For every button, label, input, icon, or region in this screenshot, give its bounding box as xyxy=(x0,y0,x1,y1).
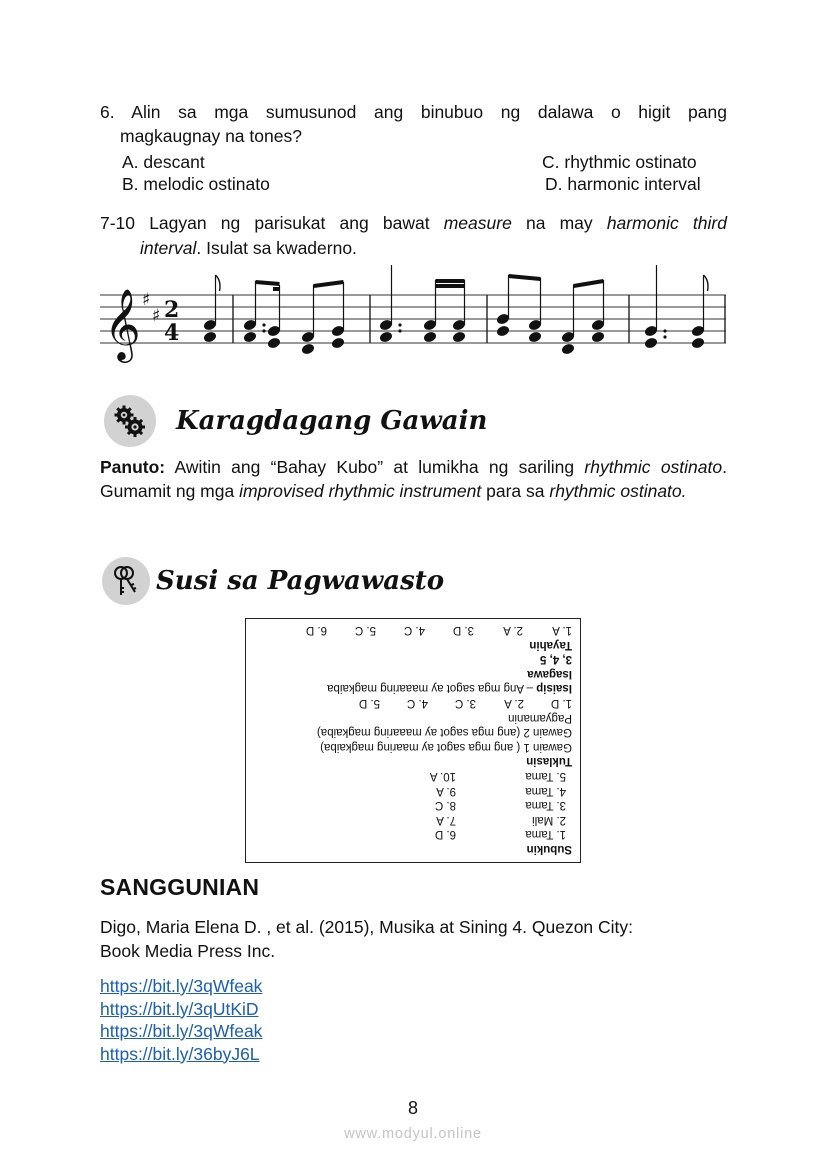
choice-c: C. rhythmic ostinato xyxy=(542,152,697,172)
answer-item: 1. Tama xyxy=(525,828,566,841)
panuto-italic: rhythmic ostinato xyxy=(584,457,723,477)
question-6-stem xyxy=(100,100,727,124)
subukin-row xyxy=(254,768,572,783)
reference-line2: Book Media Press Inc. xyxy=(100,941,276,961)
instruction-text: na may xyxy=(525,213,593,233)
pagyamanin-answers xyxy=(254,695,572,710)
question-text-line1: Alin sa mga sumusunod ang binubuo ng dalawa o higit pang xyxy=(131,102,727,122)
note-head xyxy=(267,336,282,349)
answer-item: 5. D xyxy=(358,697,380,710)
music-staff xyxy=(98,265,730,365)
instruction-text: . Isulat sa kwaderno. xyxy=(196,238,357,258)
beam xyxy=(314,282,344,286)
beam xyxy=(509,276,541,279)
time-signature-top: 2 xyxy=(164,297,180,323)
subukin-row xyxy=(254,798,572,813)
augmentation-dot xyxy=(262,329,265,332)
panuto-italic: rhythmic ostinato. xyxy=(549,481,687,501)
watermark: www.modyul.online xyxy=(344,1126,482,1142)
instruction-text: Lagyan ng parisukat ang bawat xyxy=(149,213,430,233)
answer-item: 8. C xyxy=(434,799,456,812)
note-head xyxy=(301,342,316,355)
answer-heading-subukin: Subukin xyxy=(526,843,572,855)
question-7-10 xyxy=(100,211,727,261)
isaisip-line xyxy=(254,681,572,696)
isaisip-text: – Ang mga sagot ay maaaring magkaiba xyxy=(327,682,537,695)
note-head xyxy=(644,336,659,349)
note-head xyxy=(496,324,511,337)
note-head xyxy=(203,330,218,343)
answer-item: 4. C xyxy=(406,697,428,710)
answer-item: 6. D xyxy=(305,624,327,637)
note-head xyxy=(591,330,606,343)
answer-item: 9. A xyxy=(436,784,456,797)
reference-link[interactable]: https://bit.ly/3qWfeak xyxy=(100,1021,263,1041)
question-6 xyxy=(100,100,727,195)
panuto-paragraph xyxy=(100,455,727,503)
question-number: 7-10 xyxy=(100,213,136,233)
answer-heading-tayahin: Tayahin xyxy=(529,638,572,651)
isagawa-answer: 3, 4, 5 xyxy=(540,653,572,666)
question-number: 6. xyxy=(100,102,115,122)
subukin-row xyxy=(254,827,572,842)
answer-item: 5. C xyxy=(354,624,376,637)
answer-item: 3. Tama xyxy=(525,799,566,812)
note-head xyxy=(528,330,543,343)
tuklasin-gawain1: Gawain 1 ( ang mga sagot ay maaring magkaiba) xyxy=(320,740,572,753)
beam xyxy=(574,281,604,286)
keys-icon xyxy=(102,557,150,605)
staff-lines xyxy=(100,295,726,343)
note-flag xyxy=(704,275,709,291)
reference-link[interactable]: https://bit.ly/3qWfeak xyxy=(100,976,263,996)
instruction-italic: harmonic third xyxy=(606,213,727,233)
answer-key-content xyxy=(246,619,580,862)
instruction-italic: measure xyxy=(443,213,512,233)
time-signature-bottom: 4 xyxy=(164,320,180,346)
answer-item: 2. A xyxy=(504,697,524,710)
note-head xyxy=(561,342,576,355)
question-text-line2: magkaugnay na tones? xyxy=(120,126,302,146)
svg-text:𝄞: 𝄞 xyxy=(104,287,141,360)
choice-a: A. descant xyxy=(122,152,205,172)
answer-item: 7. A xyxy=(436,813,456,826)
subukin-row xyxy=(254,812,572,827)
sanggunian-title: SANGGUNIAN xyxy=(100,874,260,900)
reference-link[interactable]: https://bit.ly/36byJ6L xyxy=(100,1043,260,1064)
answer-item: 2. A xyxy=(503,624,523,637)
augmentation-dot xyxy=(663,335,666,338)
answer-heading-pagyamanin: Pagyamanin xyxy=(508,711,572,724)
question-7-10-line2 xyxy=(100,236,727,261)
panuto-text: Awitin ang “Bahay Kubo” at lumikha ng sariling xyxy=(174,457,575,477)
answer-item: 1. A xyxy=(552,624,572,637)
beam xyxy=(256,282,280,284)
tayahin-answers xyxy=(254,623,572,638)
note-head xyxy=(331,336,346,349)
augmentation-dot xyxy=(262,323,265,326)
augmentation-dot xyxy=(398,323,401,326)
answer-heading-tuklasin: Tuklasin xyxy=(526,755,572,768)
answer-item: 2. Mali xyxy=(532,813,566,826)
subukin-answers xyxy=(254,768,572,841)
section-karagdagang-gawain xyxy=(104,395,487,447)
section-susi-sa-pagwawasto xyxy=(102,557,444,605)
answer-item: 4. Tama xyxy=(525,784,566,797)
question-7-10-line1 xyxy=(100,211,727,236)
answer-item: 5. Tama xyxy=(525,770,566,783)
answer-item: 10. A xyxy=(429,770,456,783)
note-head xyxy=(691,336,706,349)
answer-key-box xyxy=(245,618,581,863)
choice-b: B. melodic ostinato xyxy=(122,174,270,194)
panuto-text: . Gumamit ng mga xyxy=(100,457,727,501)
treble-clef-icon xyxy=(104,287,141,363)
gears-icon xyxy=(104,395,156,447)
reference-link[interactable]: https://bit.ly/3qUtKiD xyxy=(100,998,259,1019)
instruction-italic: interval xyxy=(140,238,197,258)
note-head xyxy=(423,330,438,343)
answer-item: 4. C xyxy=(403,624,425,637)
tuklasin-gawain2: Gawain 2 (ang mga sagot ay maaaring magkaiba) xyxy=(316,726,572,739)
svg-text:♯: ♯ xyxy=(142,290,151,310)
svg-text:♯: ♯ xyxy=(152,306,161,326)
answer-item: 3. C xyxy=(454,697,476,710)
subukin-row xyxy=(254,783,572,798)
section-title: Susi sa Pagwawasto xyxy=(156,566,445,596)
panuto-italic: improvised rhythmic instrument xyxy=(239,481,482,501)
panuto-text: para sa xyxy=(486,481,545,501)
augmentation-dot xyxy=(663,329,666,332)
reference-links xyxy=(100,975,262,1065)
reference-line1: Digo, Maria Elena D. , et al. (2015), Musika at Sining 4. Quezon City: xyxy=(100,917,634,937)
augmentation-dot xyxy=(398,329,401,332)
answer-item: 6. D xyxy=(434,828,456,841)
panuto-label: Panuto: xyxy=(100,457,166,477)
time-signature xyxy=(164,297,179,346)
note-flag xyxy=(216,275,221,291)
answer-item: 3. D xyxy=(452,624,474,637)
note-head xyxy=(243,330,258,343)
note-head xyxy=(379,330,394,343)
section-title: Karagdagang Gawain xyxy=(176,406,488,436)
reference-entry xyxy=(100,915,740,963)
page-number: 8 xyxy=(407,1098,418,1118)
choices xyxy=(100,151,727,195)
choice-d: D. harmonic interval xyxy=(545,174,701,194)
note-head xyxy=(452,330,467,343)
answer-item: 1. D xyxy=(550,697,572,710)
answer-heading-isagawa: Isagawa xyxy=(527,667,572,680)
note-chords xyxy=(203,265,708,356)
answer-heading-isaisip: Isaisip xyxy=(536,682,572,695)
